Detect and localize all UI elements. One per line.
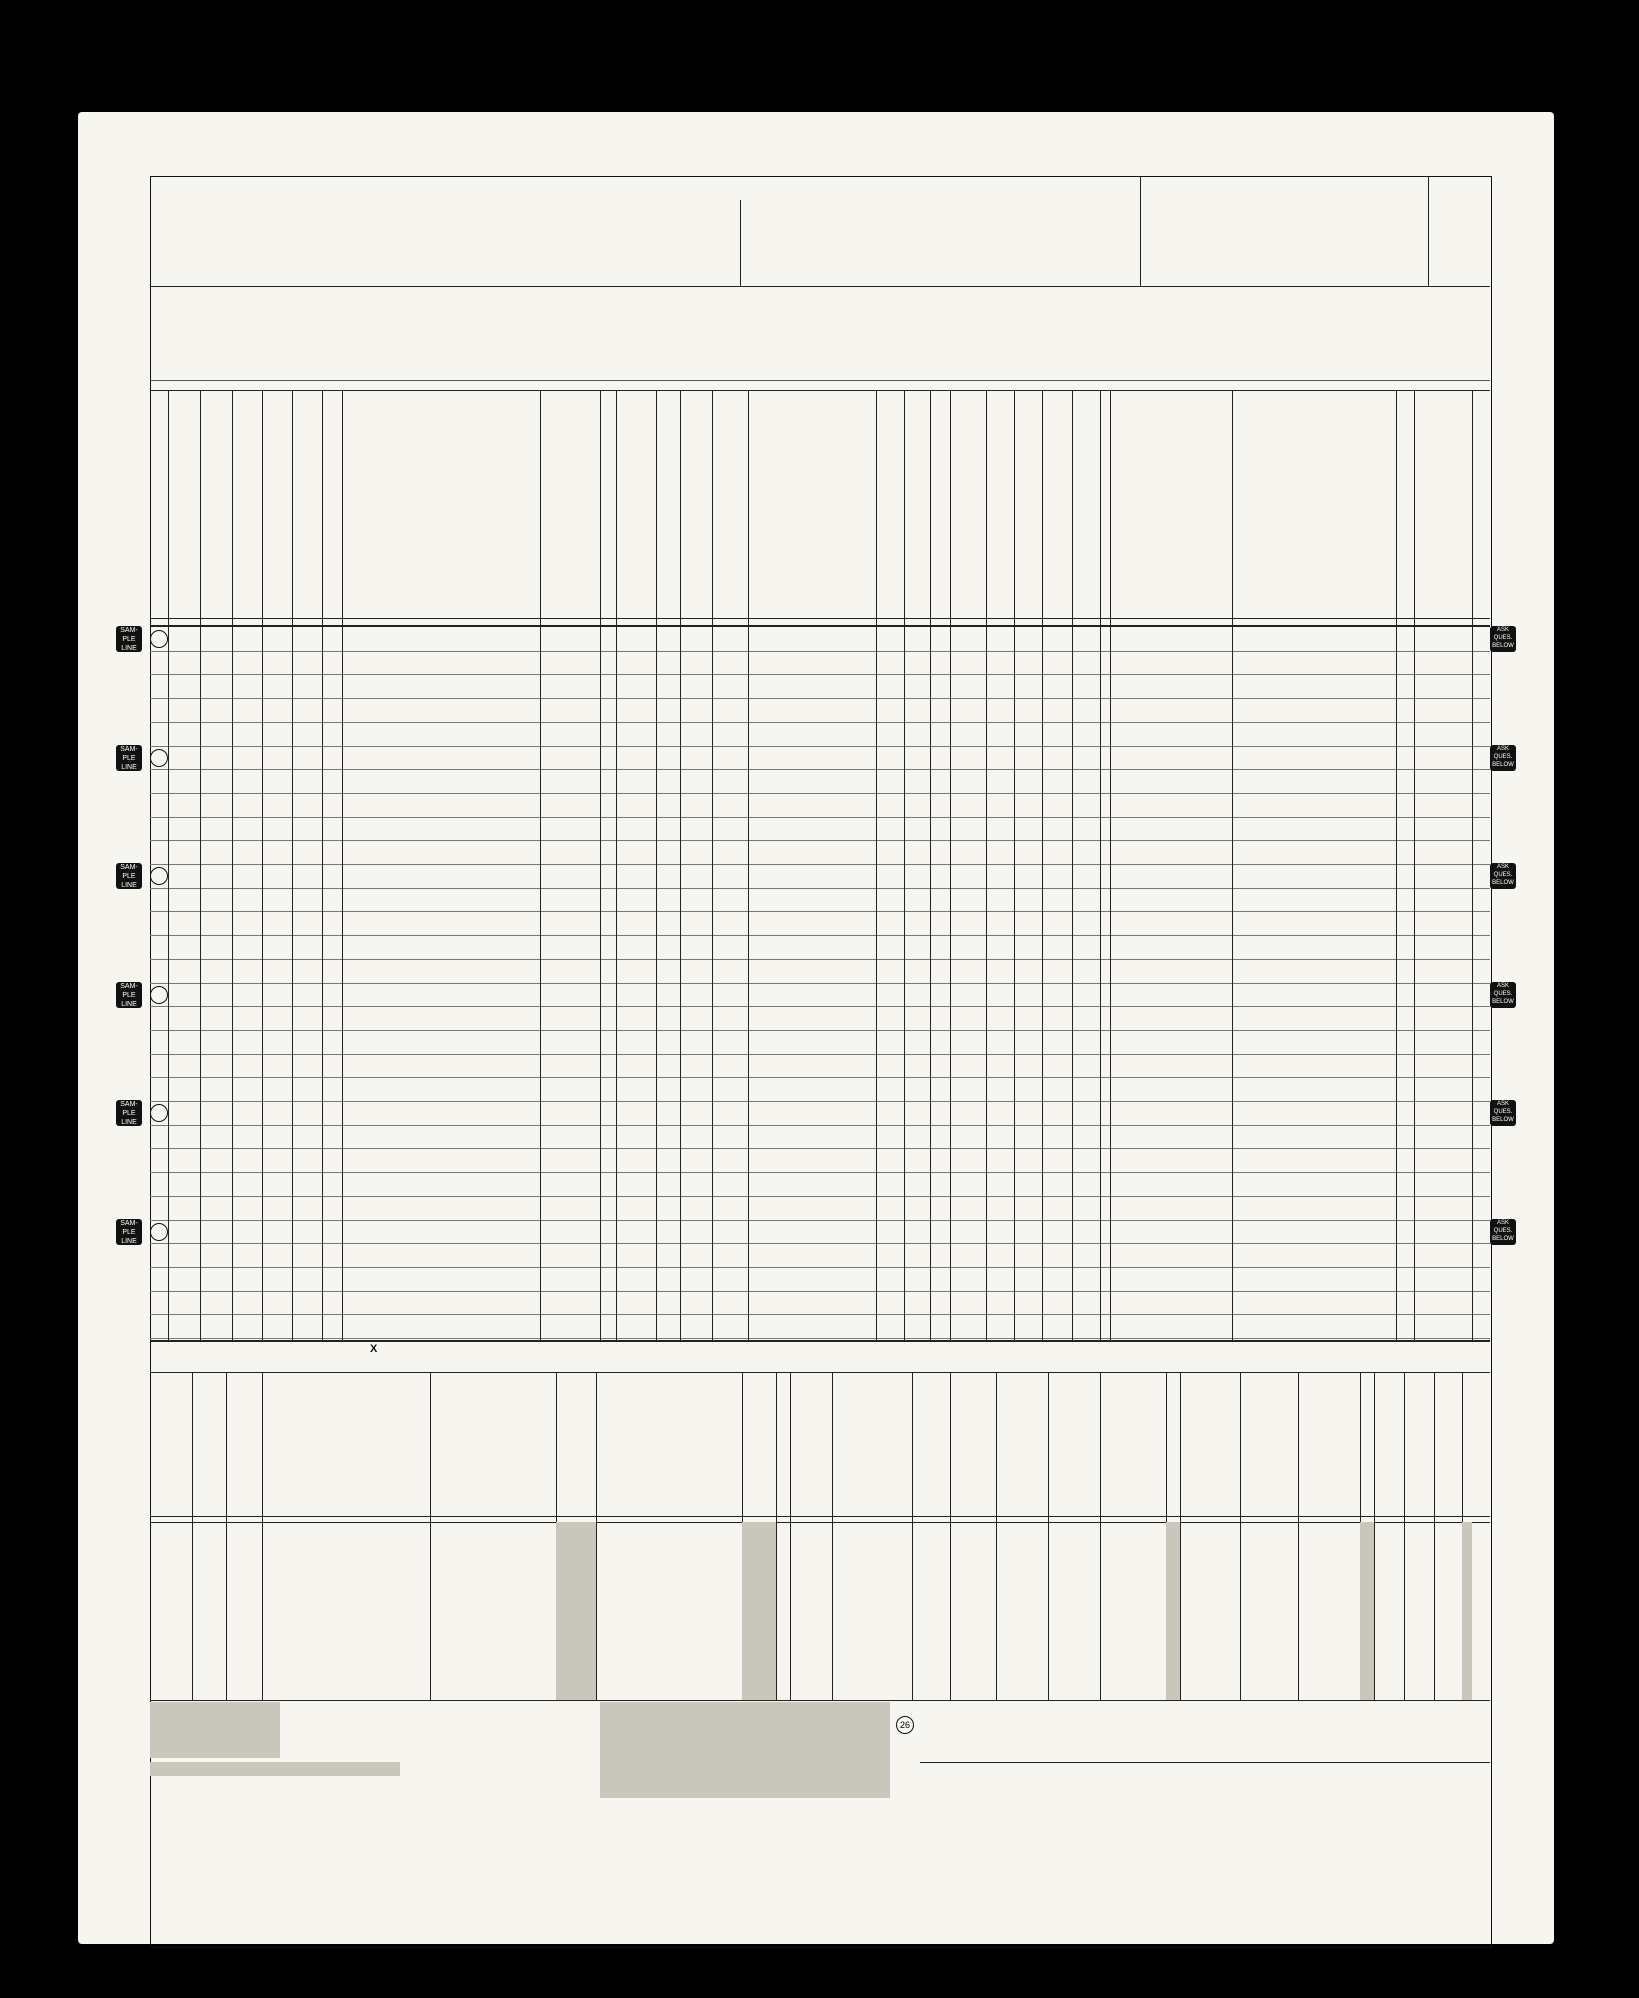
lower-column-rule	[1298, 1372, 1299, 1700]
lower-column-rule	[1180, 1372, 1181, 1700]
row-rule	[150, 888, 1490, 889]
row-rule	[150, 722, 1490, 723]
sample-line-tag: SAM- PLE LINE	[116, 745, 142, 771]
row-rule	[150, 1101, 1490, 1102]
sample-line-number	[150, 986, 168, 1004]
lower-column-rule	[776, 1372, 777, 1700]
row-rule	[150, 840, 1490, 841]
column-rule	[322, 390, 323, 1340]
lower-column-rule	[1404, 1372, 1405, 1700]
sample-line-tag: SAM- PLE LINE	[116, 863, 142, 889]
column-rule	[1232, 390, 1233, 1340]
leave-blank-shade-g	[1360, 1522, 1374, 1700]
column-rule	[1110, 390, 1111, 1340]
lower-column-rule	[1100, 1372, 1101, 1700]
lower-column-rule	[226, 1372, 227, 1700]
row-rule	[150, 935, 1490, 936]
row-rule	[150, 746, 1490, 747]
sample-line-number	[150, 749, 168, 767]
column-rule	[616, 390, 617, 1340]
leave-blank-shade-h	[1462, 1522, 1472, 1700]
sample-line-number	[150, 867, 168, 885]
sample-line-number	[150, 630, 168, 648]
row-rule	[150, 1125, 1490, 1126]
row-rule	[150, 1196, 1490, 1197]
lower-column-rule	[790, 1372, 791, 1700]
ask-below-tag: ASK QUES. BELOW	[1490, 626, 1516, 652]
row-rule	[150, 1314, 1490, 1315]
row-rule	[150, 864, 1490, 865]
column-rule	[200, 390, 201, 1340]
lower-column-rule	[1048, 1372, 1049, 1700]
lower-column-rule	[596, 1372, 597, 1700]
sample-line-number	[150, 1223, 168, 1241]
sample-line-tag: SAM- PLE LINE	[116, 626, 142, 652]
ask-below-tag: ASK QUES. BELOW	[1490, 1100, 1516, 1126]
row-rule	[150, 959, 1490, 960]
column-rule	[712, 390, 713, 1340]
column-rule	[1100, 390, 1101, 1340]
leave-blank-shade-f	[1166, 1522, 1180, 1700]
column-rule	[1396, 390, 1397, 1340]
row-rule	[150, 983, 1490, 984]
row-rule	[150, 1148, 1490, 1149]
column-rule	[262, 390, 263, 1340]
lower-column-rule	[430, 1372, 431, 1700]
column-rule	[876, 390, 877, 1340]
column-rule	[1014, 390, 1015, 1340]
lower-column-rule	[192, 1372, 193, 1700]
column-rule	[904, 390, 905, 1340]
lower-column-rule	[1240, 1372, 1241, 1700]
column-rule	[292, 390, 293, 1340]
column-rule	[168, 390, 169, 1340]
row-rule	[150, 769, 1490, 770]
household-continued-mark: X	[370, 1343, 378, 1355]
row-rule	[150, 911, 1490, 912]
sample-line-tag: SAM- PLE LINE	[116, 982, 142, 1008]
column-rule	[232, 390, 233, 1340]
row-rule	[150, 698, 1490, 699]
ask-below-tag: ASK QUES. BELOW	[1490, 1219, 1516, 1245]
column-rule	[680, 390, 681, 1340]
sample-line-tag: SAM- PLE LINE	[116, 1100, 142, 1126]
column-rule	[950, 390, 951, 1340]
form-frame	[150, 176, 1492, 1948]
column-rule	[1072, 390, 1073, 1340]
column-rule	[986, 390, 987, 1340]
ask-below-tag: ASK QUES. BELOW	[1490, 863, 1516, 889]
row-rule	[150, 1267, 1490, 1268]
column-rule	[748, 390, 749, 1340]
row-rule	[150, 1243, 1490, 1244]
leave-blank-shade-d	[556, 1522, 596, 1700]
sample-line-tag: SAM- PLE LINE	[116, 1219, 142, 1245]
column-rule	[540, 390, 541, 1340]
lower-column-rule	[1434, 1372, 1435, 1700]
row-rule	[150, 1054, 1490, 1055]
leave-blank-shade-e	[742, 1522, 776, 1700]
row-rule	[150, 674, 1490, 675]
row-rule	[150, 1220, 1490, 1221]
lower-column-rule	[1374, 1372, 1375, 1700]
column-rule	[342, 390, 343, 1340]
column-rule	[1042, 390, 1043, 1340]
column-rule	[600, 390, 601, 1340]
cont-circle: 26	[896, 1716, 914, 1734]
row-rule	[150, 793, 1490, 794]
column-rule	[1414, 390, 1415, 1340]
sample-line-number	[150, 1104, 168, 1122]
row-rule	[150, 817, 1490, 818]
row-rule	[150, 1172, 1490, 1173]
row-rule	[150, 651, 1490, 652]
row-rule	[150, 1338, 1490, 1339]
ask-below-tag: ASK QUES. BELOW	[1490, 982, 1516, 1008]
column-rule	[930, 390, 931, 1340]
column-rule	[1472, 390, 1473, 1340]
lower-column-rule	[950, 1372, 951, 1700]
row-rule	[150, 1291, 1490, 1292]
lower-column-rule	[996, 1372, 997, 1700]
lower-column-rule	[832, 1372, 833, 1700]
row-rule	[150, 1030, 1490, 1031]
lower-column-rule	[912, 1372, 913, 1700]
column-rule	[656, 390, 657, 1340]
ask-below-tag: ASK QUES. BELOW	[1490, 745, 1516, 771]
row-rule	[150, 1006, 1490, 1007]
row-rule	[150, 1077, 1490, 1078]
lower-column-rule	[262, 1372, 263, 1700]
